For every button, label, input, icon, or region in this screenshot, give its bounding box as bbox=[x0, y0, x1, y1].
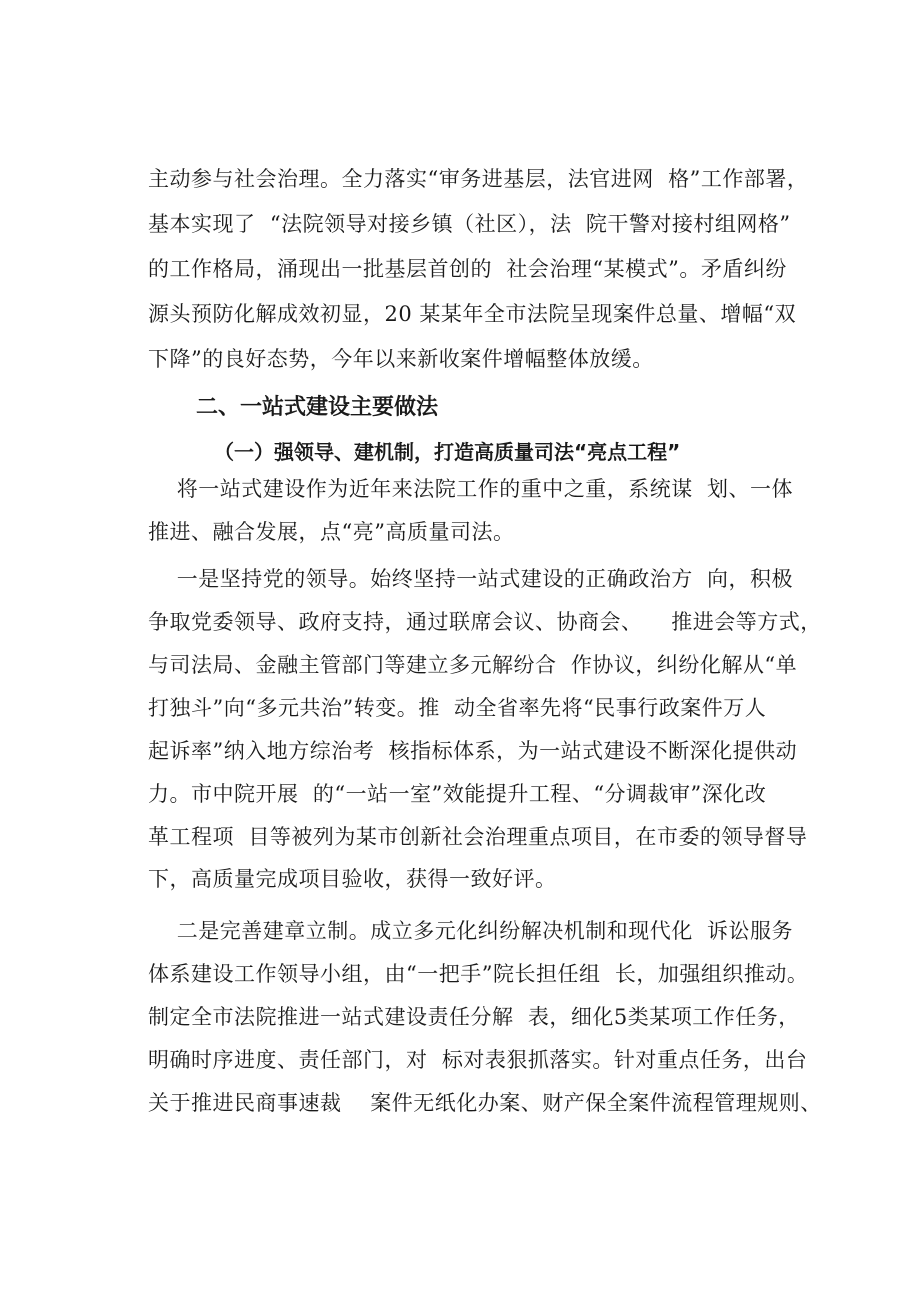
text-line: 将一站式建设作为近年来法院工作的重中之重，系统谋 划、一体 bbox=[148, 477, 794, 501]
text-line: 起诉率”纳入地方综治考 核指标体系，为一站式建设不断深化提供动 bbox=[148, 739, 798, 763]
subsection-heading: （一）强领导、建机制，打造高质量司法“亮点工程” bbox=[214, 440, 681, 464]
text-line: 推进、融合发展，点“亮”高质量司法。 bbox=[148, 520, 515, 544]
text-line: 制定全市法院推进一站式建设责任分解 表，细化5类某项工作任务， bbox=[148, 1005, 800, 1029]
text-line: 下降”的良好态势，今年以来新收案件增幅整体放缓。 bbox=[148, 347, 654, 371]
text-line: 二是完善建章立制。成立多元化纠纷解决机制和现代化 诉讼服务 bbox=[148, 919, 794, 943]
text-line: 基本实现了 “法院领导对接乡镇（社区），法 院干警对接村组网格” bbox=[148, 212, 791, 236]
text-line: 下，高质量完成项目验收，获得一致好评。 bbox=[148, 867, 557, 891]
text-line: 源头预防化解成效初显，20 某某年全市法院呈现案件总量、增幅“双 bbox=[148, 302, 797, 326]
text-line: 争取党委领导、政府支持，通过联席会议、协商会、 推进会等方式， bbox=[148, 610, 822, 634]
text-line: 打独斗”向“多元共治”转变。推 动全省率先将“民事行政案件万人 bbox=[148, 696, 767, 720]
text-line: 明确时序进度、责任部门，对 标对表狠抓落实。针对重点任务，出台 bbox=[148, 1048, 808, 1072]
section-heading: 二、一站式建设主要做法 bbox=[196, 395, 439, 420]
text-line: 一是坚持党的领导。始终坚持一站式建设的正确政治方 向，积极 bbox=[148, 567, 794, 591]
text-line: 体系建设工作领导小组，由“一把手”院长担任组 长，加强组织推动。 bbox=[148, 962, 809, 986]
text-line: 主动参与社会治理。全力落实“审务进基层，法官进网 格”工作部署， bbox=[148, 167, 809, 191]
text-line: 力。市中院开展 的“一站一室”效能提升工程、“分调裁审”深化改 bbox=[148, 782, 767, 806]
text-line: 与司法局、金融主管部门等建立多元解纷合 作协议，纠纷化解从“单 bbox=[148, 653, 798, 677]
text-line: 的工作格局，涌现出一批基层首创的 社会治理“某模式”。矛盾纠纷 bbox=[148, 257, 787, 281]
text-line: 革工程项 目等被列为某市创新社会治理重点项目，在市委的领导督导 bbox=[148, 825, 808, 849]
text-line: 关于推进民商事速裁 案件无纸化办案、财产保全案件流程管理规则、 bbox=[148, 1091, 822, 1115]
